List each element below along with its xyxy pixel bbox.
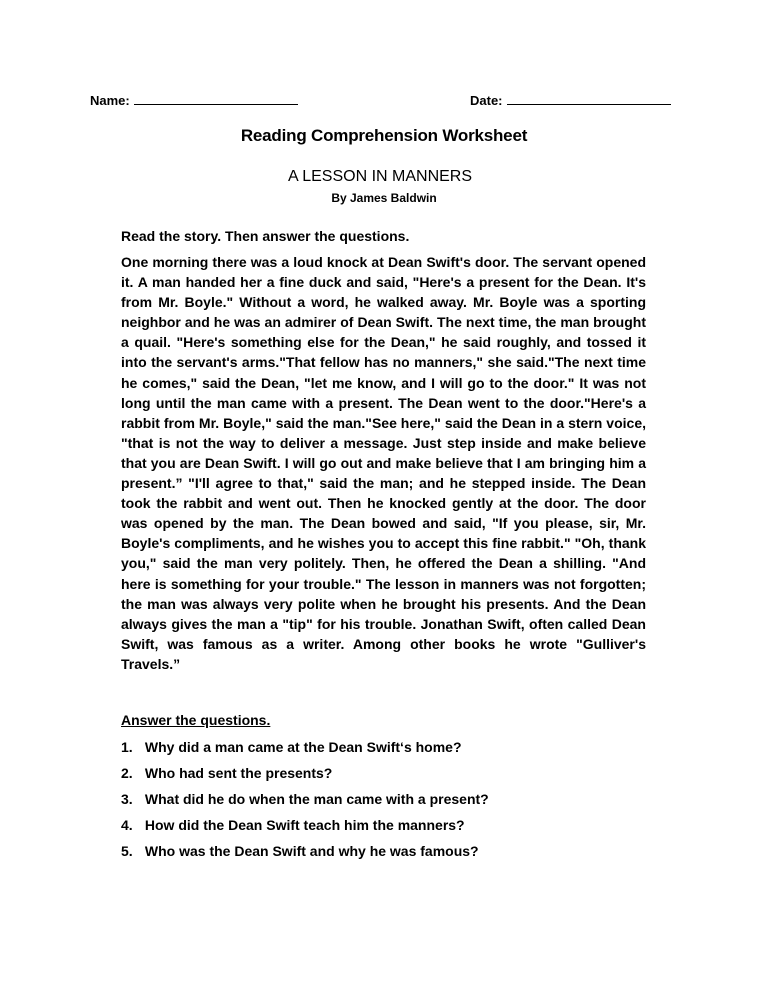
question-number: 5.: [121, 843, 133, 859]
question-number: 1.: [121, 739, 133, 755]
header-row: [90, 91, 680, 111]
name-label: Name:: [90, 93, 130, 108]
story-author: By James Baldwin: [331, 191, 437, 205]
date-field: [470, 91, 671, 108]
date-blank-line: [507, 91, 671, 105]
question-item: [121, 842, 646, 868]
question-number: 3.: [121, 791, 133, 807]
question-text: Who was the Dean Swift and why he was famous?: [144, 843, 479, 859]
instructions: Read the story. Then answer the questions.: [121, 228, 410, 244]
questions-list: [121, 738, 646, 868]
name-blank-line: [134, 91, 298, 105]
question-item: [121, 764, 646, 790]
question-text: Who had sent the presents?: [144, 765, 333, 781]
story-title: A LESSON IN MANNERS: [287, 168, 473, 185]
question-item: [121, 738, 646, 764]
date-label: Date:: [470, 93, 503, 108]
story-text: One morning there was a loud knock at Dean Swift's door. The servant opened it. A man handed her a fine duck and said, "Here's a present for the Dean. It's from Mr. Boyle." Without a word, he walked away. Mr. Boyle was a sporting neighbor and he was an admirer of Dean Swift. The next time, the man brought a quail. "Here's something else for the Dean," he said roughly, and tossed it into the servant's arms."That fellow has no manners," she said."The next time he comes," said the Dean, "let me know, and I will go to the door." It was not long until the man came with a present. The Dean went to the door."Here's a rabbit from Mr. Boyle," said the man."See here," said the Dean in a stern voice, "that is not the way to deliver a message. Just step inside and make believe that you are Dean Swift. I will go out and make believe that I am bringing him a present.” "I'll agree to that," said the man; and he stepped inside. The Dean took the rabbit and went out. Then he knocked gently at the door. The door was opened by the man. The Dean bowed and said, "If you please, sir, Mr. Boyle's compliments, and he wishes you to accept this fine rabbit." "Oh, thank you," said the man very politely. Then, he offered the Dean a shilling. "And here is something for your trouble." The lesson in manners was not forgotten; the man was always very polite when he brought his presents. And the Dean always gives the man a "tip" for his trouble. Jonathan Swift, often called Dean Swift, was famous as a writer. Among other books he wrote "Gulliver's Travels.”: [121, 254, 646, 672]
question-item: [121, 790, 646, 816]
question-number: 2.: [121, 765, 133, 781]
worksheet-title: Reading Comprehension Worksheet: [240, 126, 528, 145]
questions-heading: Answer the questions.: [121, 712, 271, 728]
question-text: Why did a man came at the Dean Swift‘s home?: [144, 739, 462, 755]
question-number: 4.: [121, 817, 133, 833]
question-text: What did he do when the man came with a present?: [144, 791, 489, 807]
question-text: How did the Dean Swift teach him the manners?: [144, 817, 465, 833]
question-item: [121, 816, 646, 842]
name-field: [90, 91, 298, 108]
